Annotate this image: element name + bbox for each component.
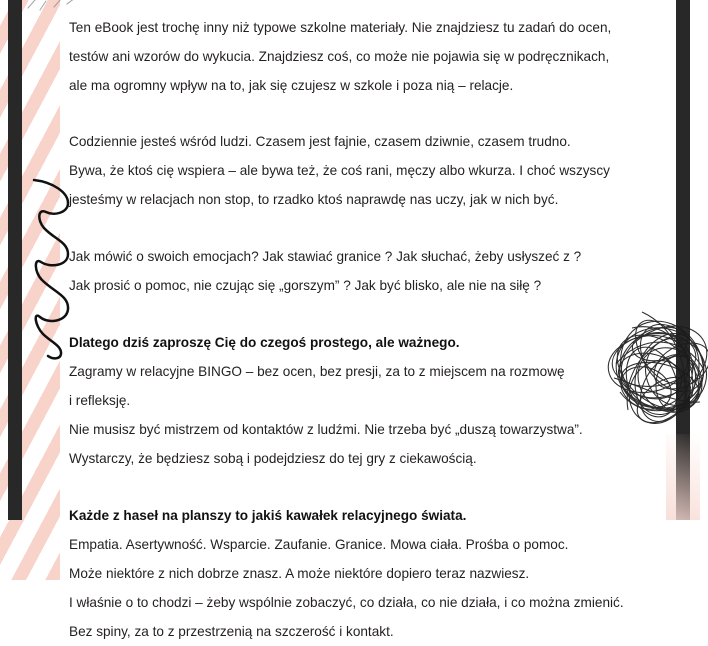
left-dark-vertical-bar (8, 0, 22, 520)
paragraph-intro-line-2: testów ani wzorów do wykucia. Znajdziesz coś, co może nie pojawia się w podręcznikach, (69, 48, 610, 64)
paragraph-gap-1 (69, 100, 642, 128)
heading-board-slogans: Każde z haseł na planszy to jakiś kawałek relacyjnego świata. (69, 508, 467, 524)
paragraph-gap-2 (69, 215, 642, 243)
paragraph-intro-line-1: Ten eBook jest trochę inny niż typowe szkolne materiały. Nie znajdziesz tu zadań do ocen, (69, 20, 612, 35)
paragraph-daily-life-line-1: Codziennie jesteś wśród ludzi. Czasem jest fajnie, czasem dziwnie, czasem trudno. (69, 134, 571, 150)
left-pink-stripe-band (0, 0, 12, 520)
right-dark-vertical-bar (676, 0, 690, 520)
paragraph-bingo-line-2: i refleksję. (69, 392, 131, 408)
paragraph-gap-4 (69, 473, 642, 502)
paragraph-intro-line-3: ale ma ogromny wpływ na to, jak się czujesz w szkole i poza nią – relacje. (69, 77, 514, 93)
paragraph-daily-life-line-3: jesteśmy w relacjach non stop, to rzadko ktoś naprawdę nas uczy, jak w nich być. (69, 191, 559, 207)
paragraph-daily-life-line-2: Bywa, że ktoś cię wspiera – ale bywa też, że coś rani, męczy albo wkurza. I choć wszyscy (69, 163, 610, 179)
paragraph-topics-line-1: Empatia. Asertywność. Wsparcie. Zaufanie. Granice. Mowa ciała. Prośba o pomoc. (69, 537, 569, 553)
page-text-column (69, 0, 642, 639)
paragraph-topics-line-3: I właśnie o to chodzi – żeby wspólnie zobaczyć, co działa, co nie działa, i co można zmienić. (69, 594, 624, 610)
pink-diagonal-stripes (0, 0, 60, 580)
paragraph-bingo-line-4: Wystarczy, że będziesz sobą i podejdziesz do tej gry z ciekawością. (69, 450, 477, 466)
paragraph-gap-3 (69, 300, 642, 329)
paragraph-bingo-line-3: Nie musisz być mistrzem od kontaktów z ludźmi. Nie trzeba być „duszą towarzystwa”. (69, 421, 583, 437)
paragraph-topics-line-2: Może niektóre z nich dobrze znasz. A może niektóre dopiero teraz nazwiesz. (69, 565, 530, 581)
question-line-2: Jak prosić o pomoc, nie czując się „gorszym” ? Jak być blisko, ale nie na siłę ? (69, 277, 542, 293)
paragraph-topics-line-4: Bez spiny, za to z przestrzenią na szczerość i kontakt. (69, 623, 394, 639)
paragraph-intro (69, 14, 642, 100)
paragraph-daily-life (69, 128, 642, 214)
paragraph-bingo (69, 358, 642, 473)
heading-invitation: Dlatego dziś zaproszę Cię do czegoś prostego, ale ważnego. (69, 335, 460, 351)
bottom-right-pink-blush (666, 434, 700, 520)
top-spacer (69, 0, 642, 14)
paragraph-topics (69, 531, 642, 646)
questions-block (69, 243, 642, 301)
question-line-1: Jak mówić o swoich emocjach? Jak stawiać granice ? Jak słuchać, żeby usłyszeć z ? (69, 248, 582, 264)
paragraph-bingo-line-1: Zagramy w relacyjne BINGO – bez ocen, bez presji, za to z miejscem na rozmowę (69, 364, 565, 380)
wavy-squiggle-doodle (28, 176, 74, 362)
